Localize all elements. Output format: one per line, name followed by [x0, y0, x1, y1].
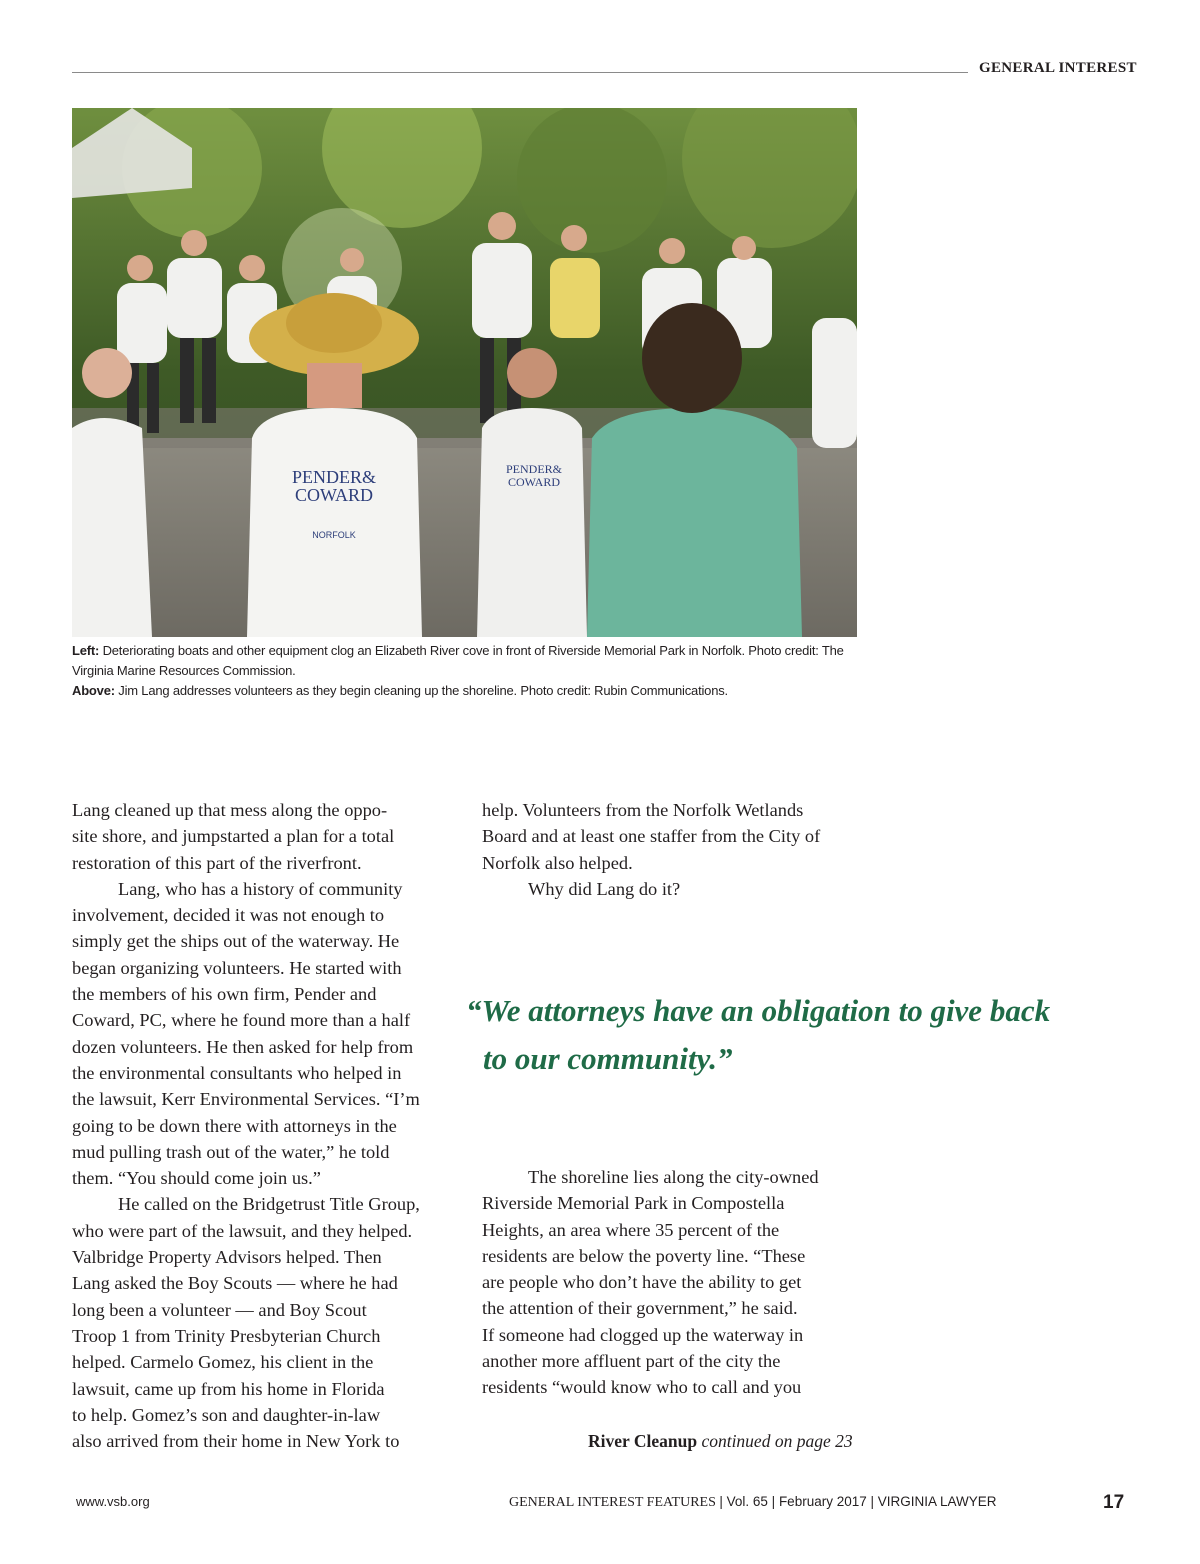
continued-text: continued on page 23 [701, 1431, 853, 1451]
text-line: who were part of the lawsuit, and they helped. [72, 1220, 413, 1241]
caption-left [72, 641, 862, 681]
text-line: residents “would know who to call and you [482, 1377, 802, 1398]
text-line: another more affluent part of the city the [482, 1351, 781, 1372]
text-line: residents are below the poverty line. “These [482, 1245, 806, 1266]
svg-text:PENDER&: PENDER& [291, 467, 377, 487]
text-line: Heights, an area where 35 percent of the [482, 1219, 780, 1240]
text-line: simply get the ships out of the waterway. He [72, 931, 400, 952]
text-line: Why did Lang do it? [528, 878, 681, 899]
article-column-left [72, 797, 454, 1454]
caption-left-label: Left: [72, 643, 100, 658]
svg-text:NORFOLK: NORFOLK [312, 530, 356, 540]
text-line: long been a volunteer — and Boy Scout [72, 1299, 367, 1320]
footer-issue: | Vol. 65 | February 2017 | VIRGINIA LAWYER [719, 1494, 997, 1509]
svg-text:COWARD: COWARD [294, 485, 374, 505]
text-line: helped. Carmelo Gomez, his client in the [72, 1352, 374, 1373]
pull-quote-line: “We attorneys have an obligation to give back [466, 993, 1051, 1028]
continued-title: River Cleanup [588, 1431, 698, 1451]
text-line: Lang asked the Boy Scouts — where he had [72, 1273, 398, 1294]
text-line: the lawsuit, Kerr Environmental Services. “I’m [72, 1089, 420, 1110]
paragraph [72, 797, 454, 876]
text-line: began organizing volunteers. He started with [72, 957, 402, 978]
paragraph [482, 1164, 866, 1401]
paragraph [482, 797, 866, 876]
text-line: The shoreline lies along the city-owned [528, 1167, 819, 1187]
footer-publication [509, 1494, 997, 1511]
text-line: are people who don’t have the ability to get [482, 1272, 802, 1293]
svg-text:COWARD: COWARD [507, 475, 561, 489]
text-line: Lang, who has a history of community [118, 878, 403, 899]
caption-above [72, 681, 862, 701]
text-line: mud pulling trash out of the water,” he told [72, 1141, 390, 1162]
photo-caption [72, 641, 862, 701]
text-line: to help. Gomez’s son and daughter-in-law [72, 1404, 381, 1425]
continued-note[interactable] [588, 1431, 853, 1452]
volunteers-photo [72, 108, 857, 637]
footer-section: GENERAL INTEREST FEATURES [509, 1495, 716, 1510]
caption-above-label: Above: [72, 683, 115, 698]
text-line: the attention of their government,” he said. [482, 1298, 798, 1319]
section-label: GENERAL INTEREST [979, 60, 1137, 76]
text-line: Coward, PC, where he found more than a half [72, 1010, 411, 1031]
footer-url-link[interactable]: www.vsb.org [76, 1494, 150, 1509]
text-line: the members of his own firm, Pender and [72, 984, 377, 1005]
text-line: dozen volunteers. He then asked for help from [72, 1036, 414, 1057]
text-line: Valbridge Property Advisors helped. Then [72, 1247, 382, 1268]
header-rule [72, 72, 968, 73]
text-line: Troop 1 from Trinity Presbyterian Church [72, 1325, 381, 1346]
text-line: Riverside Memorial Park in Compostella [482, 1193, 785, 1214]
text-line: going to be down there with attorneys in the [72, 1115, 397, 1136]
caption-above-text: Jim Lang addresses volunteers as they begin cleaning up the shoreline. Photo credit: Rubin Communications. [118, 683, 728, 698]
text-line: site shore, and jumpstarted a plan for a total [72, 826, 395, 847]
text-line: also arrived from their home in New York to [72, 1431, 400, 1452]
photo-illustration [72, 108, 857, 637]
text-line: Lang cleaned up that mess along the oppo- [72, 800, 388, 820]
text-line: He called on the Bridgetrust Title Group, [118, 1194, 420, 1215]
article-column-right-top [482, 797, 866, 902]
text-line: help. Volunteers from the Norfolk Wetlands [482, 800, 804, 820]
text-line: lawsuit, came up from his home in Florida [72, 1378, 385, 1399]
article-column-right-bottom [482, 1164, 866, 1401]
text-line: restoration of this part of the riverfront. [72, 852, 362, 873]
text-line: the environmental consultants who helped in [72, 1062, 402, 1083]
text-line: involvement, decided it was not enough to [72, 905, 385, 926]
svg-text:PENDER&: PENDER& [505, 462, 563, 476]
pull-quote-line: to our community.” [483, 1041, 733, 1076]
text-line: Norfolk also helped. [482, 852, 633, 873]
paragraph [482, 876, 866, 902]
caption-left-text: Deteriorating boats and other equipment clog an Elizabeth River cove in front of Riverside Memorial Park in Norfolk. Photo credit: The Virginia Marine Resources Commission. [72, 643, 844, 678]
pull-quote [466, 987, 1066, 1083]
page-number: 17 [1103, 1492, 1125, 1513]
paragraph [72, 1191, 454, 1454]
paragraph [72, 876, 454, 1192]
text-line: them. “You should come join us.” [72, 1168, 321, 1189]
text-line: Board and at least one staffer from the City of [482, 826, 821, 847]
text-line: If someone had clogged up the waterway in [482, 1324, 804, 1345]
